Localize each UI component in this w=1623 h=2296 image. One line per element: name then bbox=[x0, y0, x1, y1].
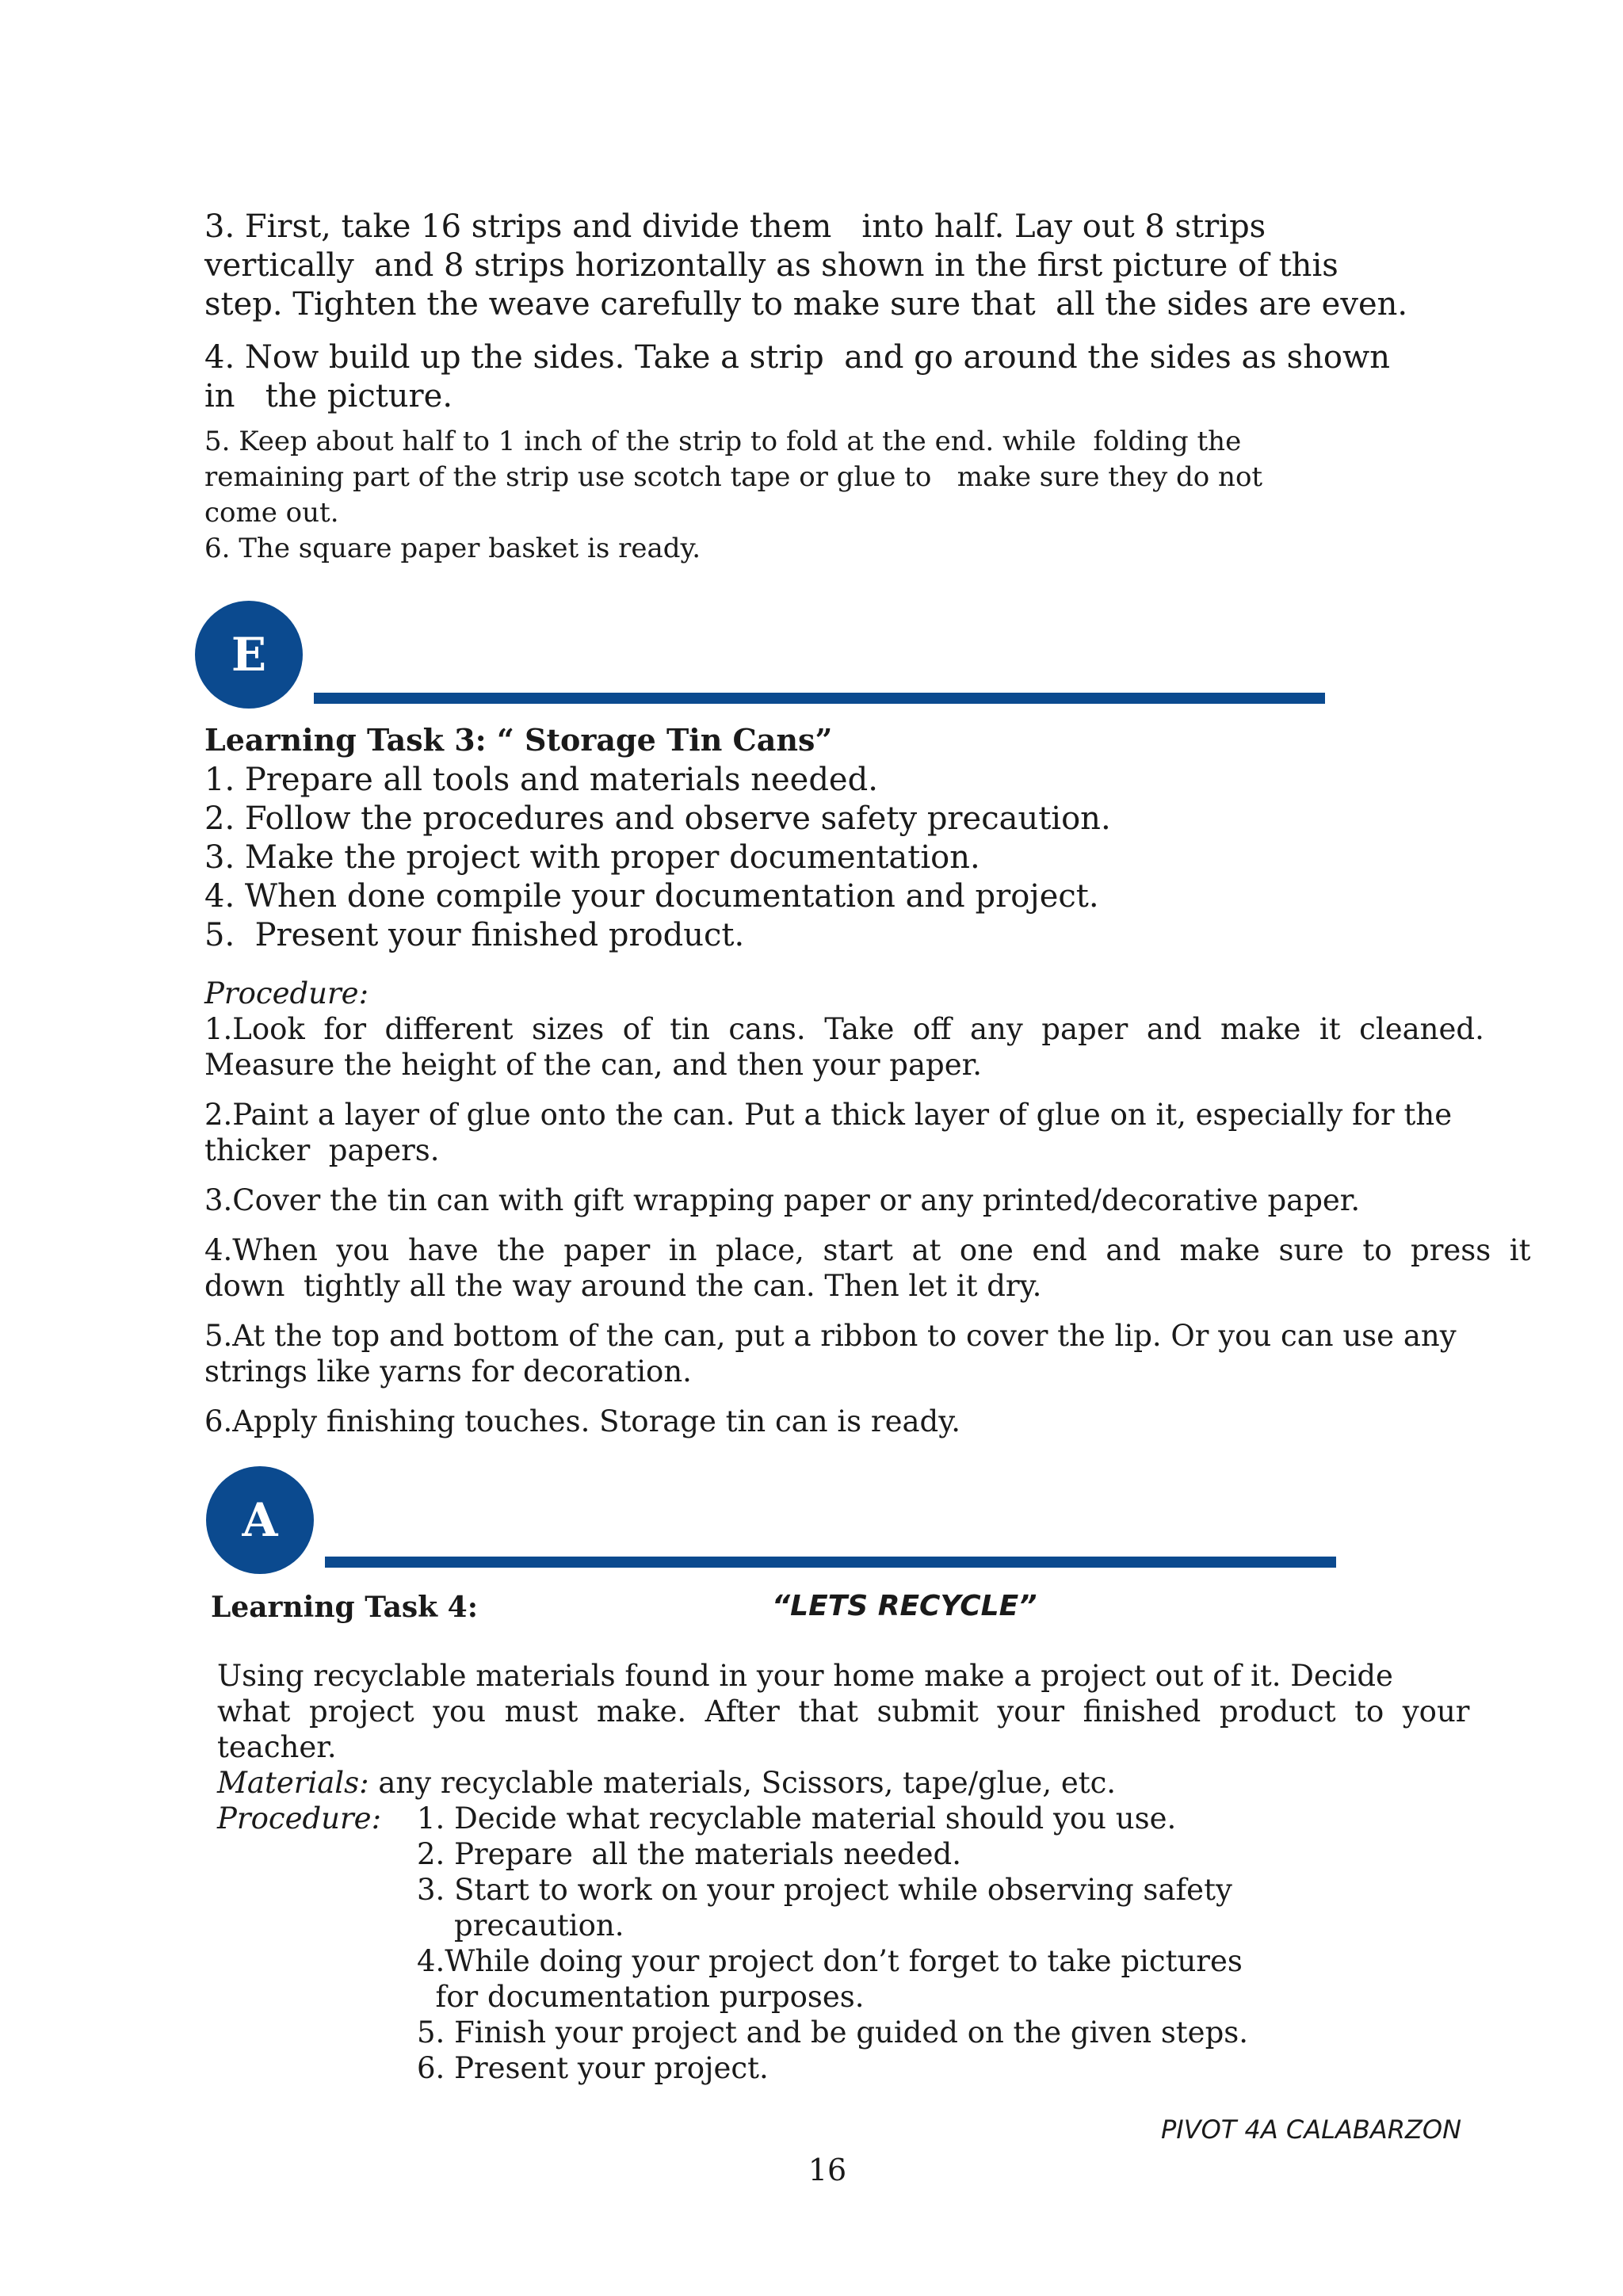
procedure-step-5-line-2: strings like yarns for decoration. bbox=[204, 1354, 692, 1389]
learning-task-3 bbox=[204, 722, 1531, 1439]
footer-brand: PIVOT 4A CALABARZON bbox=[1160, 2115, 1461, 2145]
list-item: 3. Start to work on your project while observing safety bbox=[417, 1873, 1232, 1907]
learning-task-3-title: Learning Task 3: “ Storage Tin Cans” bbox=[204, 722, 833, 758]
procedure-step-6 bbox=[204, 1404, 1488, 1439]
list-item: 6. Present your project. bbox=[417, 2051, 769, 2085]
basket-steps bbox=[204, 208, 1441, 567]
learning-task-4-body bbox=[217, 1658, 1470, 2086]
section-e-badge bbox=[195, 601, 303, 709]
list-item: 2. Follow the procedures and observe safety precaution. bbox=[204, 800, 1111, 837]
step-5-line-3: come out. bbox=[204, 497, 339, 529]
learning-task-4-subtitle: “LETS RECYCLE” bbox=[772, 1590, 1037, 1622]
procedure-step-4-line-1: 4.When you have the paper in place, start at one end and make sure to press it bbox=[204, 1233, 1531, 1267]
list-item: 3. Make the project with proper documentation. bbox=[204, 839, 980, 876]
step-5-line-2: remaining part of the strip use scotch tape or glue to make sure they do not bbox=[204, 461, 1263, 493]
section-e-letter: E bbox=[231, 628, 267, 682]
materials-label: Materials: bbox=[217, 1766, 369, 1800]
intro-line-1: Using recyclable materials found in your home make a project out of it. Decide bbox=[217, 1659, 1393, 1693]
recycle-procedure bbox=[217, 1801, 1438, 2086]
section-e-divider bbox=[314, 693, 1325, 704]
procedure-step-3-line-1: 3.Cover the tin can with gift wrapping paper or any printed/decorative paper. bbox=[204, 1183, 1361, 1217]
materials-line bbox=[217, 1765, 1438, 1801]
step-4-line-1: 4. Now build up the sides. Take a strip and go around the sides as shown bbox=[204, 339, 1390, 376]
tin-can-procedure bbox=[204, 1011, 1531, 1439]
section-a-badge bbox=[206, 1466, 314, 1574]
list-item: 1. Prepare all tools and materials needed. bbox=[204, 762, 878, 798]
section-a-letter: A bbox=[242, 1493, 278, 1547]
procedure-step-6-line-1: 6.Apply finishing touches. Storage tin can is ready. bbox=[204, 1404, 960, 1438]
procedure-label: Procedure: bbox=[204, 976, 369, 1010]
intro-line-3: teacher. bbox=[217, 1730, 337, 1764]
step-5 bbox=[204, 424, 1441, 531]
procedure-step-3 bbox=[204, 1182, 1488, 1218]
procedure-step-2 bbox=[204, 1097, 1488, 1168]
learning-task-4-title: Learning Task 4: bbox=[211, 1591, 478, 1624]
list-item: 4.While doing your project don’t forget to take pictures bbox=[417, 1944, 1243, 1978]
procedure-step-4-line-2: down tightly all the way around the can. Then let it dry. bbox=[204, 1269, 1042, 1303]
step-6-line-1: 6. The square paper basket is ready. bbox=[204, 533, 701, 564]
procedure-step-2-line-1: 2.Paint a layer of glue onto the can. Put a thick layer of glue on it, especially for the bbox=[204, 1098, 1453, 1132]
step-3 bbox=[204, 208, 1441, 324]
step-4 bbox=[204, 338, 1441, 416]
step-3-line-2: vertically and 8 strips horizontally as shown in the first picture of this bbox=[204, 247, 1338, 284]
step-6 bbox=[204, 531, 1441, 567]
procedure-step-5 bbox=[204, 1318, 1488, 1389]
intro-line-2: what project you must make. After that submit your finished product to your bbox=[217, 1694, 1470, 1729]
recycle-procedure-list bbox=[217, 1801, 1438, 2086]
list-item: 5. Finish your project and be guided on the given steps. bbox=[417, 2015, 1249, 2050]
procedure-step-1-line-1: 1.Look for different sizes of tin cans. Take off any paper and make it cleaned. bbox=[204, 1012, 1484, 1046]
procedure-step-5-line-1: 5.At the top and bottom of the can, put a ribbon to cover the lip. Or you can use any bbox=[204, 1319, 1457, 1353]
list-item: for documentation purposes. bbox=[417, 1980, 865, 2014]
page-number: 16 bbox=[808, 2153, 847, 2187]
procedure-step-1 bbox=[204, 1011, 1488, 1083]
section-a-divider bbox=[325, 1557, 1336, 1568]
procedure-step-1-line-2: Measure the height of the can, and then your paper. bbox=[204, 1048, 982, 1082]
list-item: 2. Prepare all the materials needed. bbox=[417, 1837, 961, 1871]
step-3-line-1: 3. First, take 16 strips and divide them into half. Lay out 8 strips bbox=[204, 208, 1266, 245]
list-item: 4. When done compile your documentation and project. bbox=[204, 878, 1099, 915]
recycle-procedure-label: Procedure: bbox=[217, 1801, 382, 1836]
step-4-line-2: in the picture. bbox=[204, 378, 453, 415]
learning-task-3-list bbox=[204, 761, 1488, 955]
step-5-line-1: 5. Keep about half to 1 inch of the strip to fold at the end. while folding the bbox=[204, 426, 1242, 457]
list-item: 1. Decide what recyclable material should you use. bbox=[417, 1801, 1177, 1836]
list-item: precaution. bbox=[417, 1908, 624, 1943]
procedure-step-2-line-2: thicker papers. bbox=[204, 1133, 440, 1167]
materials-text: any recyclable materials, Scissors, tape/glue, etc. bbox=[369, 1766, 1117, 1800]
list-item: 5. Present your finished product. bbox=[204, 917, 745, 953]
procedure-step-4 bbox=[204, 1232, 1531, 1304]
step-3-line-3: step. Tighten the weave carefully to make sure that all the sides are even. bbox=[204, 286, 1408, 323]
